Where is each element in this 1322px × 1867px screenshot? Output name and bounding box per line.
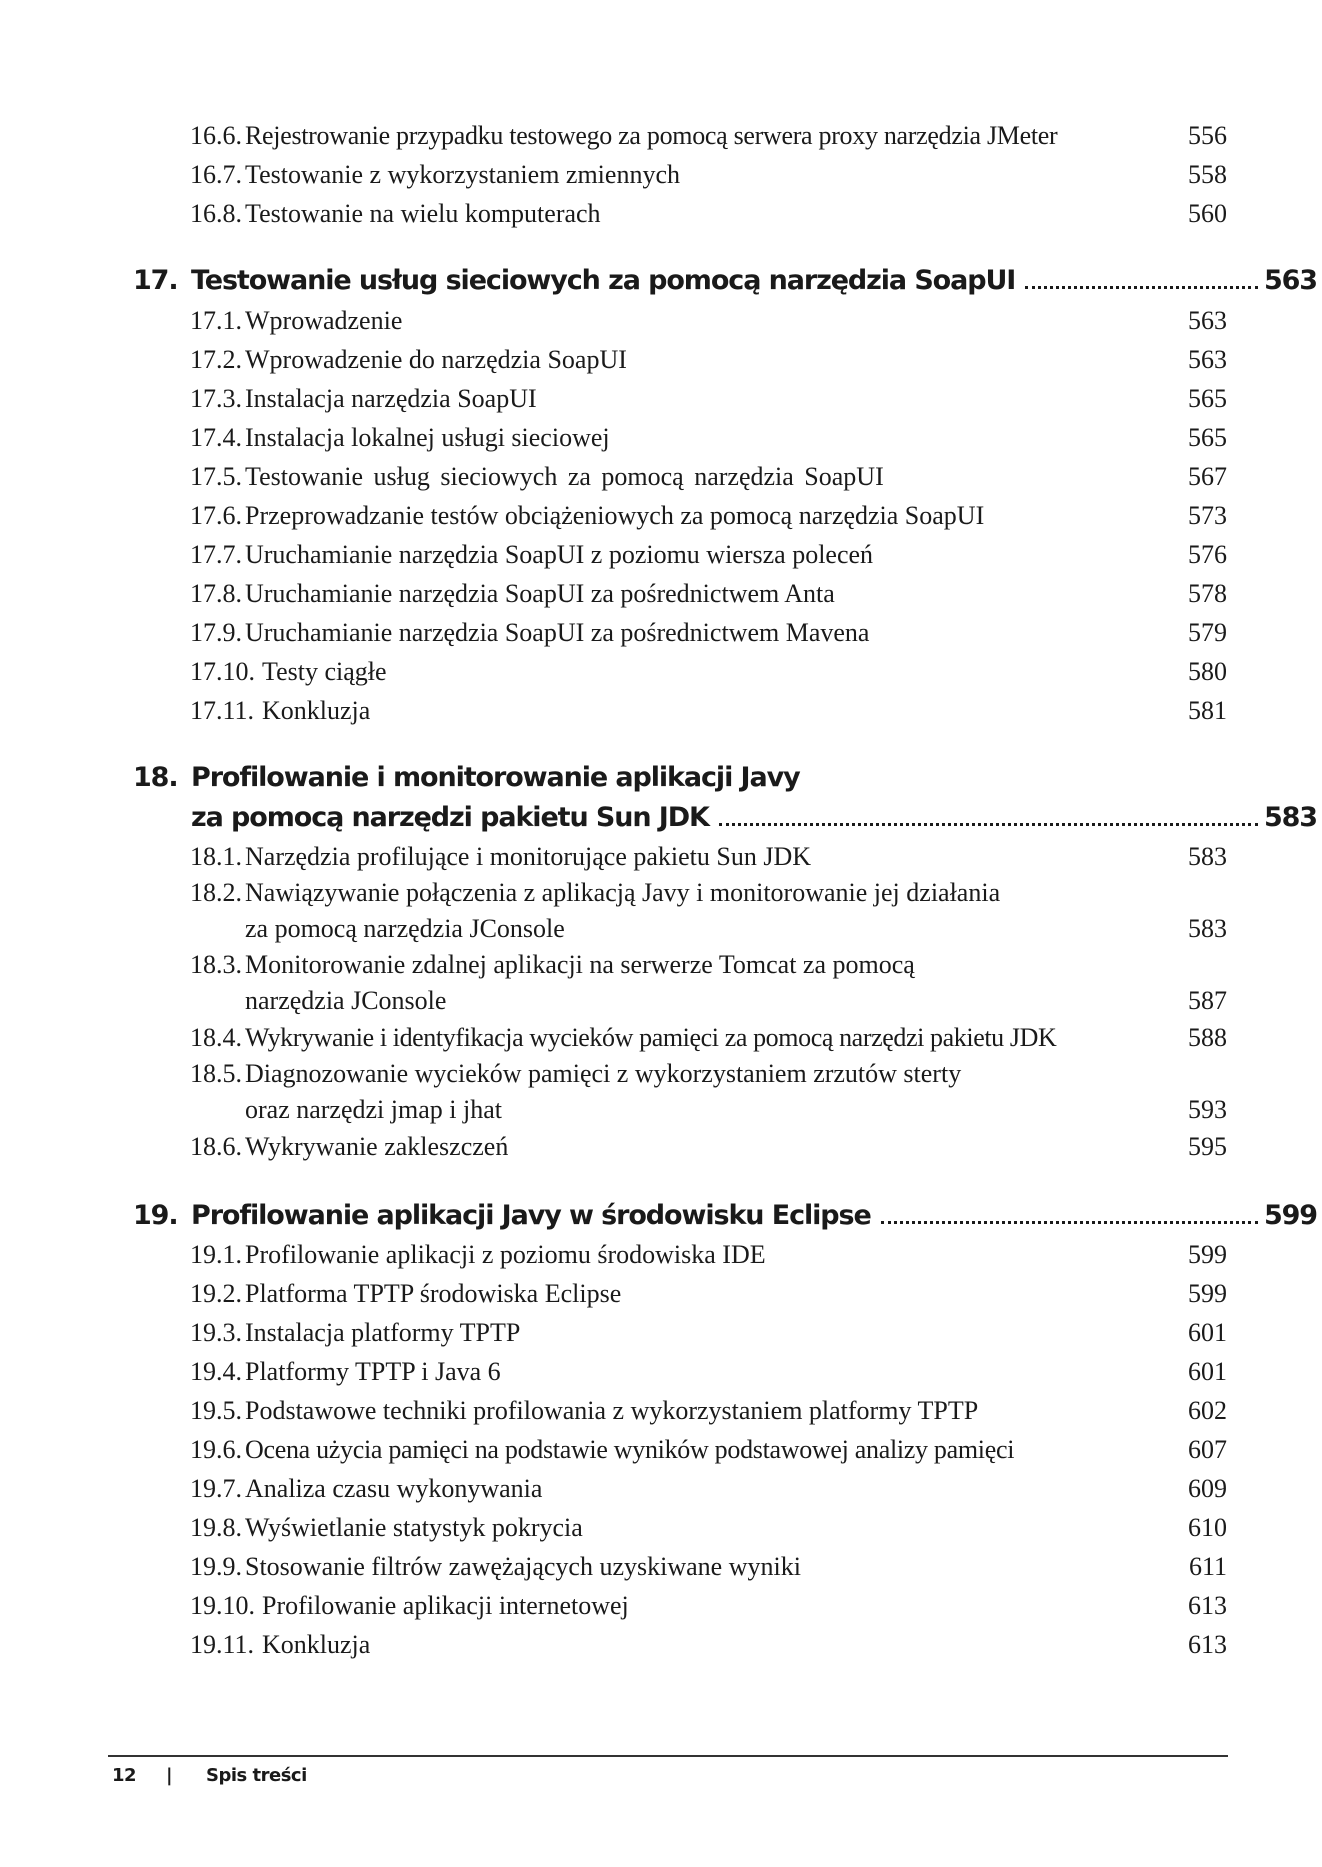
section-title: Testy ciągłe	[262, 657, 387, 686]
chapter-title: Testowanie usług sieciowych za pomocą narzędzia SoapUI	[191, 265, 1016, 296]
section-number: 17.2.	[190, 345, 242, 374]
section-title: Wprowadzenie do narzędzia SoapUI	[245, 345, 627, 374]
chapter-title: Profilowanie aplikacji Javy w środowisku Eclipse	[191, 1200, 871, 1231]
section-page: 607	[1188, 1435, 1227, 1464]
section-page: 567	[1188, 462, 1227, 491]
section-page: 560	[1188, 199, 1227, 228]
dot-leader	[1025, 286, 1258, 289]
section-number: 19.5.	[190, 1396, 242, 1425]
section-title: Uruchamianie narzędzia SoapUI z poziomu wiersza poleceń	[245, 540, 874, 569]
chapter-number: 18.	[133, 762, 178, 793]
section-title: Ocena użycia pamięci na podstawie wyników podstawowej analizy pamięci	[245, 1435, 1015, 1464]
section-number: 16.8.	[190, 199, 242, 228]
section-title: Platformy TPTP i Java 6	[245, 1357, 501, 1386]
section-number: 17.8.	[190, 579, 242, 608]
section-page: 556	[1188, 121, 1227, 150]
footer-page-number: 12	[112, 1765, 137, 1786]
section-page: 610	[1188, 1513, 1227, 1542]
chapter-page: 563	[1263, 265, 1317, 296]
section-title: Profilowanie aplikacji z poziomu środowiska IDE	[245, 1240, 766, 1269]
section-title-continued: narzędzia JConsole	[245, 986, 447, 1015]
section-number: 18.2.	[190, 878, 242, 907]
section-page: 588	[1188, 1023, 1227, 1052]
chapter-page: 599	[1263, 1200, 1317, 1231]
section-number: 16.6.	[190, 121, 242, 150]
section-number: 17.11.	[190, 696, 255, 725]
section-number: 17.5.	[190, 462, 242, 491]
section-page: 593	[1188, 1095, 1227, 1124]
section-title: Analiza czasu wykonywania	[245, 1474, 543, 1503]
section-title: Profilowanie aplikacji internetowej	[262, 1591, 629, 1620]
section-title: Rejestrowanie przypadku testowego za pomocą serwera proxy narzędzia JMeter	[245, 121, 1058, 150]
section-number: 18.5.	[190, 1059, 242, 1088]
section-number: 19.2.	[190, 1279, 242, 1308]
section-number: 17.10.	[190, 657, 255, 686]
section-page: 581	[1188, 696, 1227, 725]
section-page: 609	[1188, 1474, 1227, 1503]
dot-leader	[719, 823, 1258, 826]
section-page: 565	[1188, 423, 1227, 452]
footer-section-title: Spis treści	[206, 1765, 307, 1786]
section-title: Wyświetlanie statystyk pokrycia	[245, 1513, 583, 1542]
section-title: Przeprowadzanie testów obciążeniowych za pomocą narzędzia SoapUI	[245, 501, 985, 530]
footer-rule	[108, 1755, 1228, 1757]
section-number: 18.4.	[190, 1023, 242, 1052]
section-number: 17.7.	[190, 540, 242, 569]
section-number: 19.1.	[190, 1240, 242, 1269]
section-page: 599	[1188, 1279, 1227, 1308]
section-page: 558	[1188, 160, 1227, 189]
section-page: 587	[1188, 986, 1227, 1015]
section-page: 602	[1188, 1396, 1227, 1425]
section-title: Platforma TPTP środowiska Eclipse	[245, 1279, 622, 1308]
section-page: 563	[1188, 306, 1227, 335]
section-number: 19.3.	[190, 1318, 242, 1347]
section-page: 599	[1188, 1240, 1227, 1269]
chapter-number: 17.	[133, 265, 178, 296]
section-page: 565	[1188, 384, 1227, 413]
section-number: 17.3.	[190, 384, 242, 413]
section-page: 601	[1188, 1357, 1227, 1386]
section-title: Instalacja lokalnej usługi sieciowej	[245, 423, 610, 452]
footer-separator: |	[166, 1765, 173, 1786]
section-number: 19.9.	[190, 1552, 242, 1581]
section-title: Diagnozowanie wycieków pamięci z wykorzystaniem zrzutów sterty	[245, 1059, 962, 1088]
section-page: 573	[1188, 501, 1227, 530]
section-title: Testowanie na wielu komputerach	[245, 199, 601, 228]
dot-leader	[881, 1221, 1258, 1224]
section-number: 16.7.	[190, 160, 242, 189]
section-number: 19.8.	[190, 1513, 242, 1542]
section-page: 611	[1188, 1552, 1227, 1581]
chapter-page: 583	[1263, 802, 1317, 833]
section-number: 18.6.	[190, 1132, 242, 1161]
section-title: Konkluzja	[262, 696, 371, 725]
section-page: 583	[1188, 842, 1227, 871]
section-title: Wykrywanie zakleszczeń	[245, 1132, 509, 1161]
section-title: Nawiązywanie połączenia z aplikacją Javy i monitorowanie jej działania	[245, 878, 1001, 907]
section-page: 613	[1188, 1591, 1227, 1620]
section-number: 19.10.	[190, 1591, 255, 1620]
section-title: Monitorowanie zdalnej aplikacji na serwerze Tomcat za pomocą	[245, 950, 915, 979]
section-page: 601	[1188, 1318, 1227, 1347]
section-title: Narzędzia profilujące i monitorujące pakietu Sun JDK	[245, 842, 812, 871]
chapter-number: 19.	[133, 1200, 178, 1231]
section-page: 579	[1188, 618, 1227, 647]
section-page: 563	[1188, 345, 1227, 374]
section-page: 583	[1188, 914, 1227, 943]
section-title: Instalacja narzędzia SoapUI	[245, 384, 537, 413]
section-number: 17.4.	[190, 423, 242, 452]
section-title: Konkluzja	[262, 1630, 371, 1659]
section-number: 19.7.	[190, 1474, 242, 1503]
section-title: Uruchamianie narzędzia SoapUI za pośrednictwem Mavena	[245, 618, 870, 647]
section-title: Wprowadzenie	[245, 306, 403, 335]
section-title: Podstawowe techniki profilowania z wykorzystaniem platformy TPTP	[245, 1396, 979, 1425]
section-title: Testowanie z wykorzystaniem zmiennych	[245, 160, 680, 189]
section-title: Instalacja platformy TPTP	[245, 1318, 521, 1347]
section-number: 17.1.	[190, 306, 242, 335]
section-title: Stosowanie filtrów zawężających uzyskiwane wyniki	[245, 1552, 801, 1581]
section-page: 580	[1188, 657, 1227, 686]
section-number: 18.1.	[190, 842, 242, 871]
section-page: 578	[1188, 579, 1227, 608]
section-page: 613	[1188, 1630, 1227, 1659]
section-title: Testowanie usług sieciowych za pomocą narzędzia SoapUI	[245, 462, 884, 491]
chapter-title-continued: za pomocą narzędzi pakietu Sun JDK	[191, 802, 709, 833]
section-number: 17.6.	[190, 501, 242, 530]
section-title: Wykrywanie i identyfikacja wycieków pamięci za pomocą narzędzi pakietu JDK	[245, 1023, 1057, 1052]
section-number: 18.3.	[190, 950, 242, 979]
section-title-continued: za pomocą narzędzia JConsole	[245, 914, 565, 943]
section-title: Uruchamianie narzędzia SoapUI za pośrednictwem Anta	[245, 579, 835, 608]
section-number: 19.6.	[190, 1435, 242, 1464]
section-number: 19.4.	[190, 1357, 242, 1386]
section-number: 19.11.	[190, 1630, 255, 1659]
section-number: 17.9.	[190, 618, 242, 647]
chapter-title: Profilowanie i monitorowanie aplikacji Javy	[191, 762, 800, 793]
section-title-continued: oraz narzędzi jmap i jhat	[245, 1095, 502, 1124]
section-page: 576	[1188, 540, 1227, 569]
section-page: 595	[1188, 1132, 1227, 1161]
